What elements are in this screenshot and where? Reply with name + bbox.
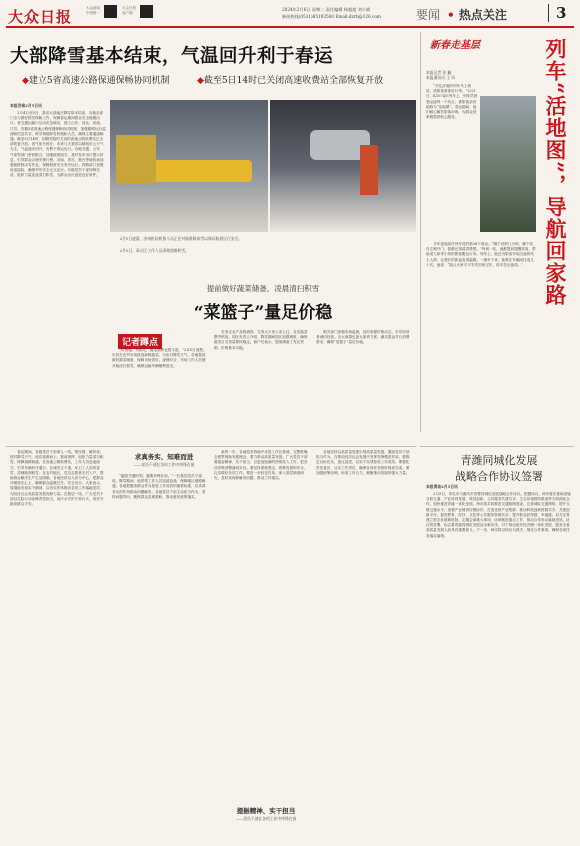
deicing-truck	[116, 135, 156, 183]
veg-body-col-3: 相关部门加强市场监测，及时掌握价格动态，引导经营者诚信经营。各大商超也加大备货力度，满足群众节日消费需求，确保“菜篮子”量足价稳。	[316, 330, 410, 345]
bottom-right-headline	[426, 452, 572, 484]
side-body-col-1: “开往济南的列车马上到站，请旅客准备好行李。”2月5日，K1074次列车上，列车员熟悉沿途每一个站点，被旅客亲切地称为“活地图”。春运期间，他们耐心解答旅客问询，为群众回家路提供贴心服务。	[426, 84, 478, 120]
bottom-right-headline-1: 青潍同城化发展	[460, 454, 538, 467]
veg-headline: “菜篮子”量足价稳	[193, 303, 333, 323]
main-subheadline-1: ◆建立5省高速公路保通保畅协同机制	[22, 76, 170, 86]
main-byline: 本报济南2月5日讯	[10, 103, 42, 108]
masthead-logo: 大众日报	[8, 8, 73, 26]
bullet-icon: ◆	[197, 76, 204, 86]
feature-tag: 新春走基层	[430, 40, 480, 51]
photo-caption-1: 2月5日凌晨，济南机场机务人员正在对航班除冰雪以保证航班运行安全。	[119, 236, 243, 241]
veg-body-col-1: “价格稳，货源足，蔬菜品种也很丰富。”2月5日清晨，市民在农贸市场挑选新鲜蔬菜。为应对降雪天气，各地提前做好蔬菜储备，保障市场供应。凌晨时分，市场工作人员便开始清扫积雪，确保运输车辆顺利进出。	[112, 348, 207, 368]
lower-body-col-4: 各地坚持以高质量党建引领高质量发展，激励党员干部担当作为，在推动经济社会发展中发挥先锋模范作用。要锚定目标任务，加压奋进，以实干实绩检验工作成效。要强化责任意识，压实工作责任，确保各项任务按时保质完成。要加强统筹协调，形成工作合力，凝聚推动发展的强大力量。	[316, 450, 410, 475]
lower-body-col-2: “越是关键时刻，越要冲锋在前。”一位基层党员干部说。降雪期间，他带领工作人员连续奋战，保障辖区道路畅通。各地把服务群众作为检验工作成效的重要标准，以求真务实的作风推动问题解决。各地党员干部主动担当作为，坚持问题导向，聚焦群众急难愁盼，推动惠民政策落实。	[112, 474, 206, 499]
column-sub-2: ——党员干部在各项工作中冲锋在前	[235, 816, 297, 821]
main-subheadline-2: ◆截至5日14时已关闭高速收费站全部恢复开放	[197, 76, 384, 86]
photo-caption-2: 2月5日，章丘区工作人员清理道路积雪。	[119, 248, 189, 253]
veg-kicker: 提前做好蔬菜储备，凌晨清扫积雪	[206, 284, 320, 293]
bullet-icon: ◆	[22, 76, 29, 86]
column-head-2: 提振精神、实干担当	[236, 807, 296, 815]
slogan-line-1: 大众新闻	[86, 6, 100, 10]
app-slogan	[122, 6, 140, 15]
column-head-1: 求真务实、知难而进	[134, 453, 194, 461]
reporter-tag: 记者蹲点	[118, 334, 162, 349]
contact-line: 新闻热线(0531)85193500 Email:dzrb@126.com	[282, 14, 381, 19]
worker-figure	[360, 145, 378, 195]
qr-code-icon	[140, 5, 153, 18]
lower-rule	[6, 446, 416, 447]
side-vertical-headline: 列车“活地图”，导航回家路	[543, 38, 568, 307]
snow-clearing-photo	[270, 100, 416, 232]
train-attendant-photo	[480, 96, 536, 232]
column-divider	[420, 32, 421, 432]
lower-body-col-3: 新的一年，各地将坚持稳中求进工作总基调，完整准确全面贯彻新发展理念，着力推动高质量发展。广大党员干部要振奋精神、实干担当，以更加饱满的热情投入工作，把各项决策部署落到实处。要坚持系统观念，统筹发展和安全，扎实做好各项工作。要进一步转变作风，深入基层调查研究，及时发现和解决问题，推动工作落实。	[214, 450, 308, 481]
veg-body-col-2: 在寿光农产品物流园，交易大厅里人来人往，各类蔬菜整齐码放。园区负责人介绍，降雪期间园区加强调度，确保蔬菜日交易量保持稳定。商户们表示，提前储备了充足货源，价格基本平稳。	[214, 330, 308, 350]
date-line: 2024年2月6日 星期二 责任编辑 杨超超 刘小敏	[282, 7, 371, 12]
bottom-right-byline: 本报青岛2月5日讯	[426, 484, 458, 489]
column-sub-1: ——党员干部在各项工作中冲锋在前	[133, 462, 195, 467]
main-headline: 大部降雪基本结束，气温回升利于春运	[10, 46, 334, 67]
main-body-text-col-1: 2月4日至5日，我省大部地区降雪基本结束，各地各部门全力做好除雪保畅工作，保障春运期间群众安全便捷出行。省交通运输厅启动应急响应，建立山东、河北、河南、江苏、安徽5省高速公路保通保畅协同机制，加强路网运行监测和信息共享，科学调度除雪机械和人员，确保主要通道畅通。截至5日14时，因降雪临时关闭的高速公路收费站已全部恢复开放。省气象台预计，未来几天我省以晴到多云天气为主，气温逐步回升，有利于春运出行。各地交通、公安、气象等部门密切配合，加强值班值守，及时发布出行提示信息，引导群众合理安排行程。济南、青岛、烟台等地机场加强航班除冰雪作业，保障航班安全有序运行。铁路部门加强设备巡检，确保列车安全正点运行。各级党员干部冲锋在前，组织力量连夜清扫积雪，为群众出行创造良好条件。	[10, 111, 106, 178]
slogan-line-2: 中国第一	[86, 10, 100, 15]
masthead-slogan	[86, 6, 104, 15]
qr-code-icon	[104, 5, 117, 18]
side-byline	[426, 70, 526, 80]
bottom-right-headline-2: 战略合作协议签署	[455, 470, 543, 483]
bottom-right-body: 2月5日，青岛市与潍坊市签署同城化发展战略合作协议。根据协议，两市将在基础设施互联互通、产业协同发展、科技创新、公共服务共建共享、生态环境联防联治等方面深化合作，加快推进青潍一体化发展。两市将共同推进交通路网建设，完善城际交通网络，提升互联互通水平；加强产业链供应链协作，打造优势产业集群；推动科技创新资源共享，共建创新平台；促进教育、医疗、文化等公共服务资源共享，提升群众获得感、幸福感。双方还将建立常态化联系机制，定期会商重大事项，协调推进重点工作，推动合作协议落地见效。协议的签署，标志着青潍同城化发展迈出新步伐，对于推动胶东经济圈一体化发展、服务全省高质量发展大局具有重要意义。下一步，两市将以项目为抓手，细化合作事项，确保各项任务落实落细。	[426, 492, 571, 538]
page-number: 3	[556, 4, 567, 22]
section-focus-label: • 热点关注	[447, 8, 507, 22]
airport-deicing-photo	[110, 100, 268, 232]
header-rule	[6, 26, 574, 28]
lower-body-col-1: 春运期间，各级党员干部深入一线，察民情、解民忧。面对降雪天气，他们迎难而上，靠前指挥，组织力量清扫积雪，保障道路畅通。在高速公路收费站，工作人员连夜值守，引导车辆有序通行；在城市主干道，环卫工人顶风冒雪，清理路面积雪；在农村地区，党员志愿者走村入户，帮助群众解决生产生活困难。各地坚持以人民为中心，把群众冷暖放在心上，确保群众温暖过冬、安全出行。大家表示，将继续发扬实干精神，以务实作风推动各项工作落地见效，为经济社会高质量发展贡献力量。在基层一线，广大党员干部以实际行动诠释责任担当，用汗水守护万家灯火，用坚守换来群众平安。	[10, 450, 104, 507]
slogan-line-3: 大众日报	[122, 6, 136, 10]
header-divider	[548, 4, 549, 22]
right-rule	[420, 446, 574, 447]
section-focus-text: 热点关注	[458, 8, 507, 22]
slogan-line-4: 客户端	[122, 10, 133, 15]
section-label: 要闻	[416, 8, 441, 22]
side-byline-1: 本报记者 张 巍	[426, 70, 452, 75]
side-byline-2: 本报通讯员 王 珂	[426, 75, 455, 80]
side-body-col-2: 今年是他担任列车员的第26个春运。“哪个站停几分钟，哪个站在左侧开门，我都记得清清楚楚。”每到一站，他都提前提醒旅客，帮助老人和带小孩的旅客搬运行李。列车上，他还为旅客介绍沿途的风土人情，让漫长的旅途变得温暖。一趟车下来，他要在车厢间往返几十次。他说：“能让大家平平安安回家过年，再辛苦也值得。”	[426, 242, 536, 267]
